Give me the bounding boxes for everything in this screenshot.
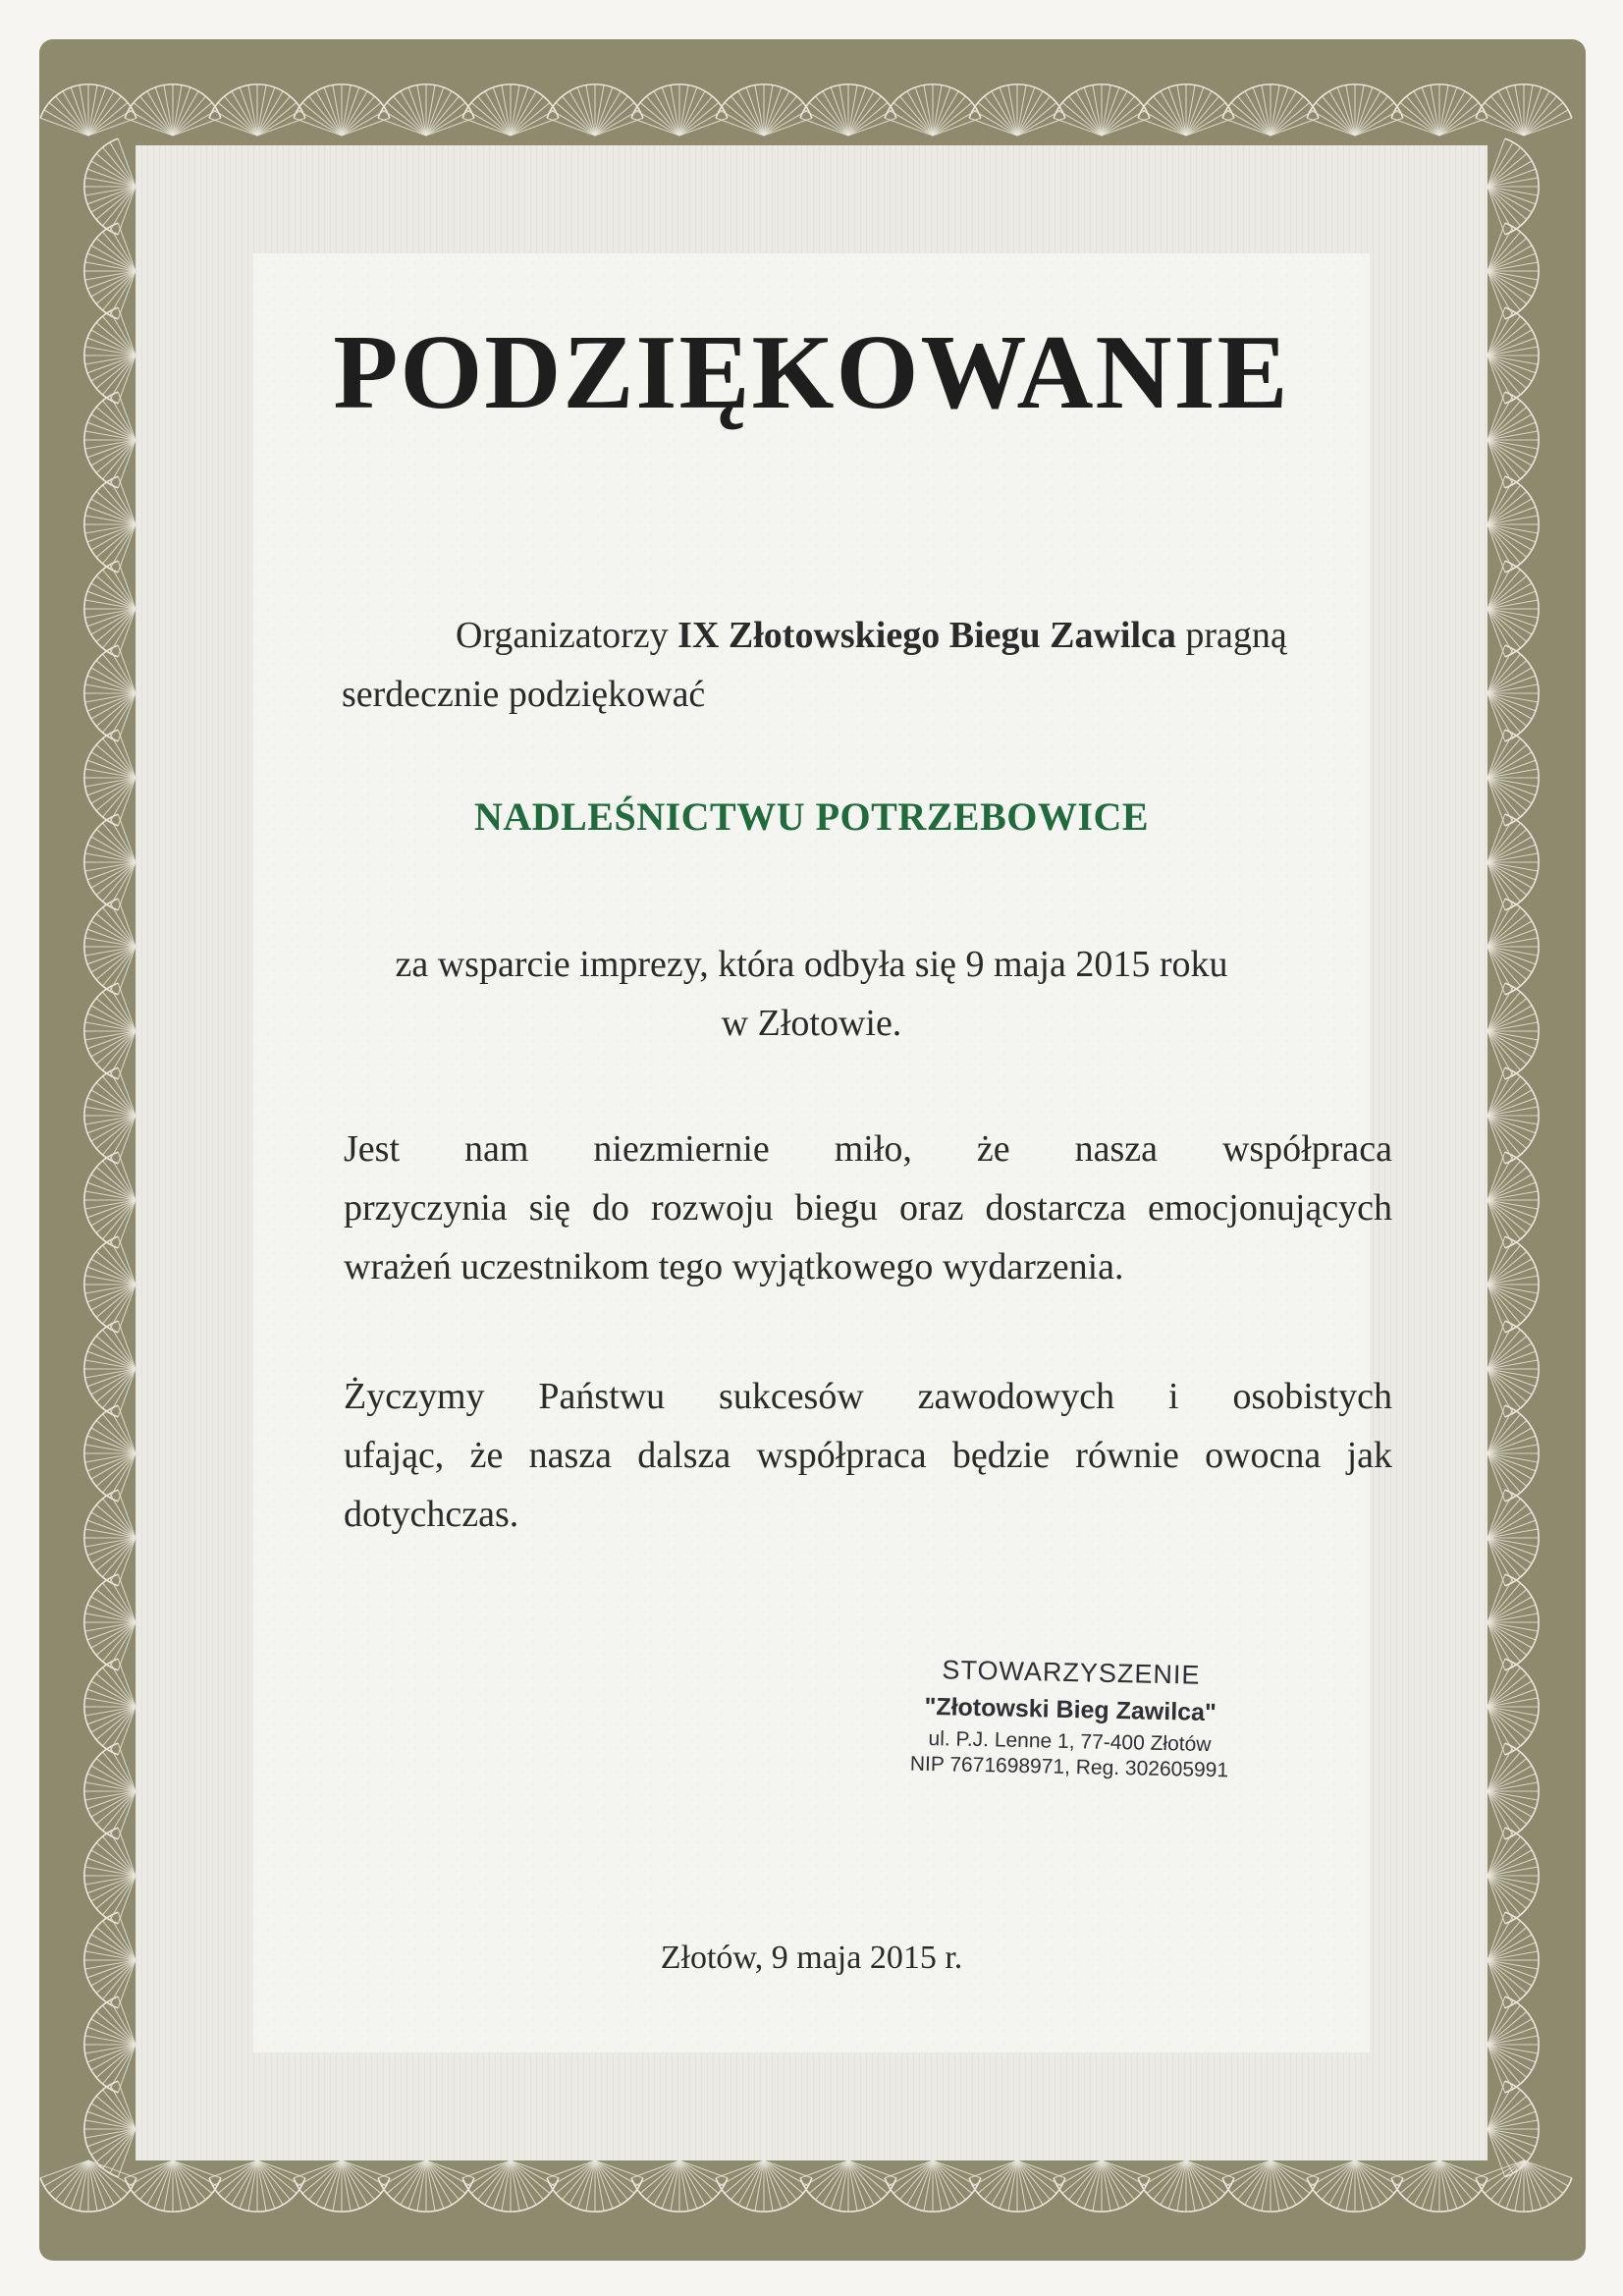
paragraph-1-line-1: Jest nam niezmiernie miło, że nasza współpraca (344, 1128, 1392, 1170)
intro-prefix: Organizatorzy (456, 615, 678, 656)
event-name: IX Złotowskiego Biegu Zawilca (677, 615, 1176, 656)
stamp-line-4: NIP 7671698971, Reg. 302605991 (909, 1752, 1229, 1782)
support-line-2: w Złotowie. (721, 1003, 902, 1044)
intro-suffix: pragną (1175, 615, 1287, 656)
stamp-line-3: ul. P.J. Lenne 1, 77-400 Złotów (928, 1726, 1212, 1757)
stamp-line-1: STOWARZYSZENIE (942, 1655, 1201, 1690)
intro-line (456, 614, 1287, 657)
recipient-name: NADLEŚNICTWU POTRZEBOWICE (473, 794, 1150, 839)
paragraph-2-line-1: Życzymy Państwu sukcesów zawodowych i osobistych (344, 1376, 1392, 1417)
paragraph-2-line-2: ufając, że nasza dalsza współpraca będzie równie owocna jak (344, 1435, 1392, 1476)
intro-line-2: serdecznie podziękować (342, 674, 706, 715)
support-line-1: za wsparcie imprezy, która odbyła się 9 maja 2015 roku (395, 944, 1228, 985)
organization-stamp (863, 1654, 1278, 1784)
paragraph-2-line-3: dotychczas. (344, 1494, 519, 1535)
place-and-date: Złotów, 9 maja 2015 r. (660, 1940, 963, 1976)
paragraph-1-line-2: przyczynia się do rozwoju biegu oraz dostarcza emocjonujących (344, 1187, 1392, 1229)
paragraph-1-line-3: wrażeń uczestnikom tego wyjątkowego wydarzenia. (344, 1246, 1124, 1287)
stamp-line-2: "Złotowski Bieg Zawilca" (924, 1692, 1217, 1727)
certificate-title: PODZIĘKOWANIE (333, 314, 1290, 431)
